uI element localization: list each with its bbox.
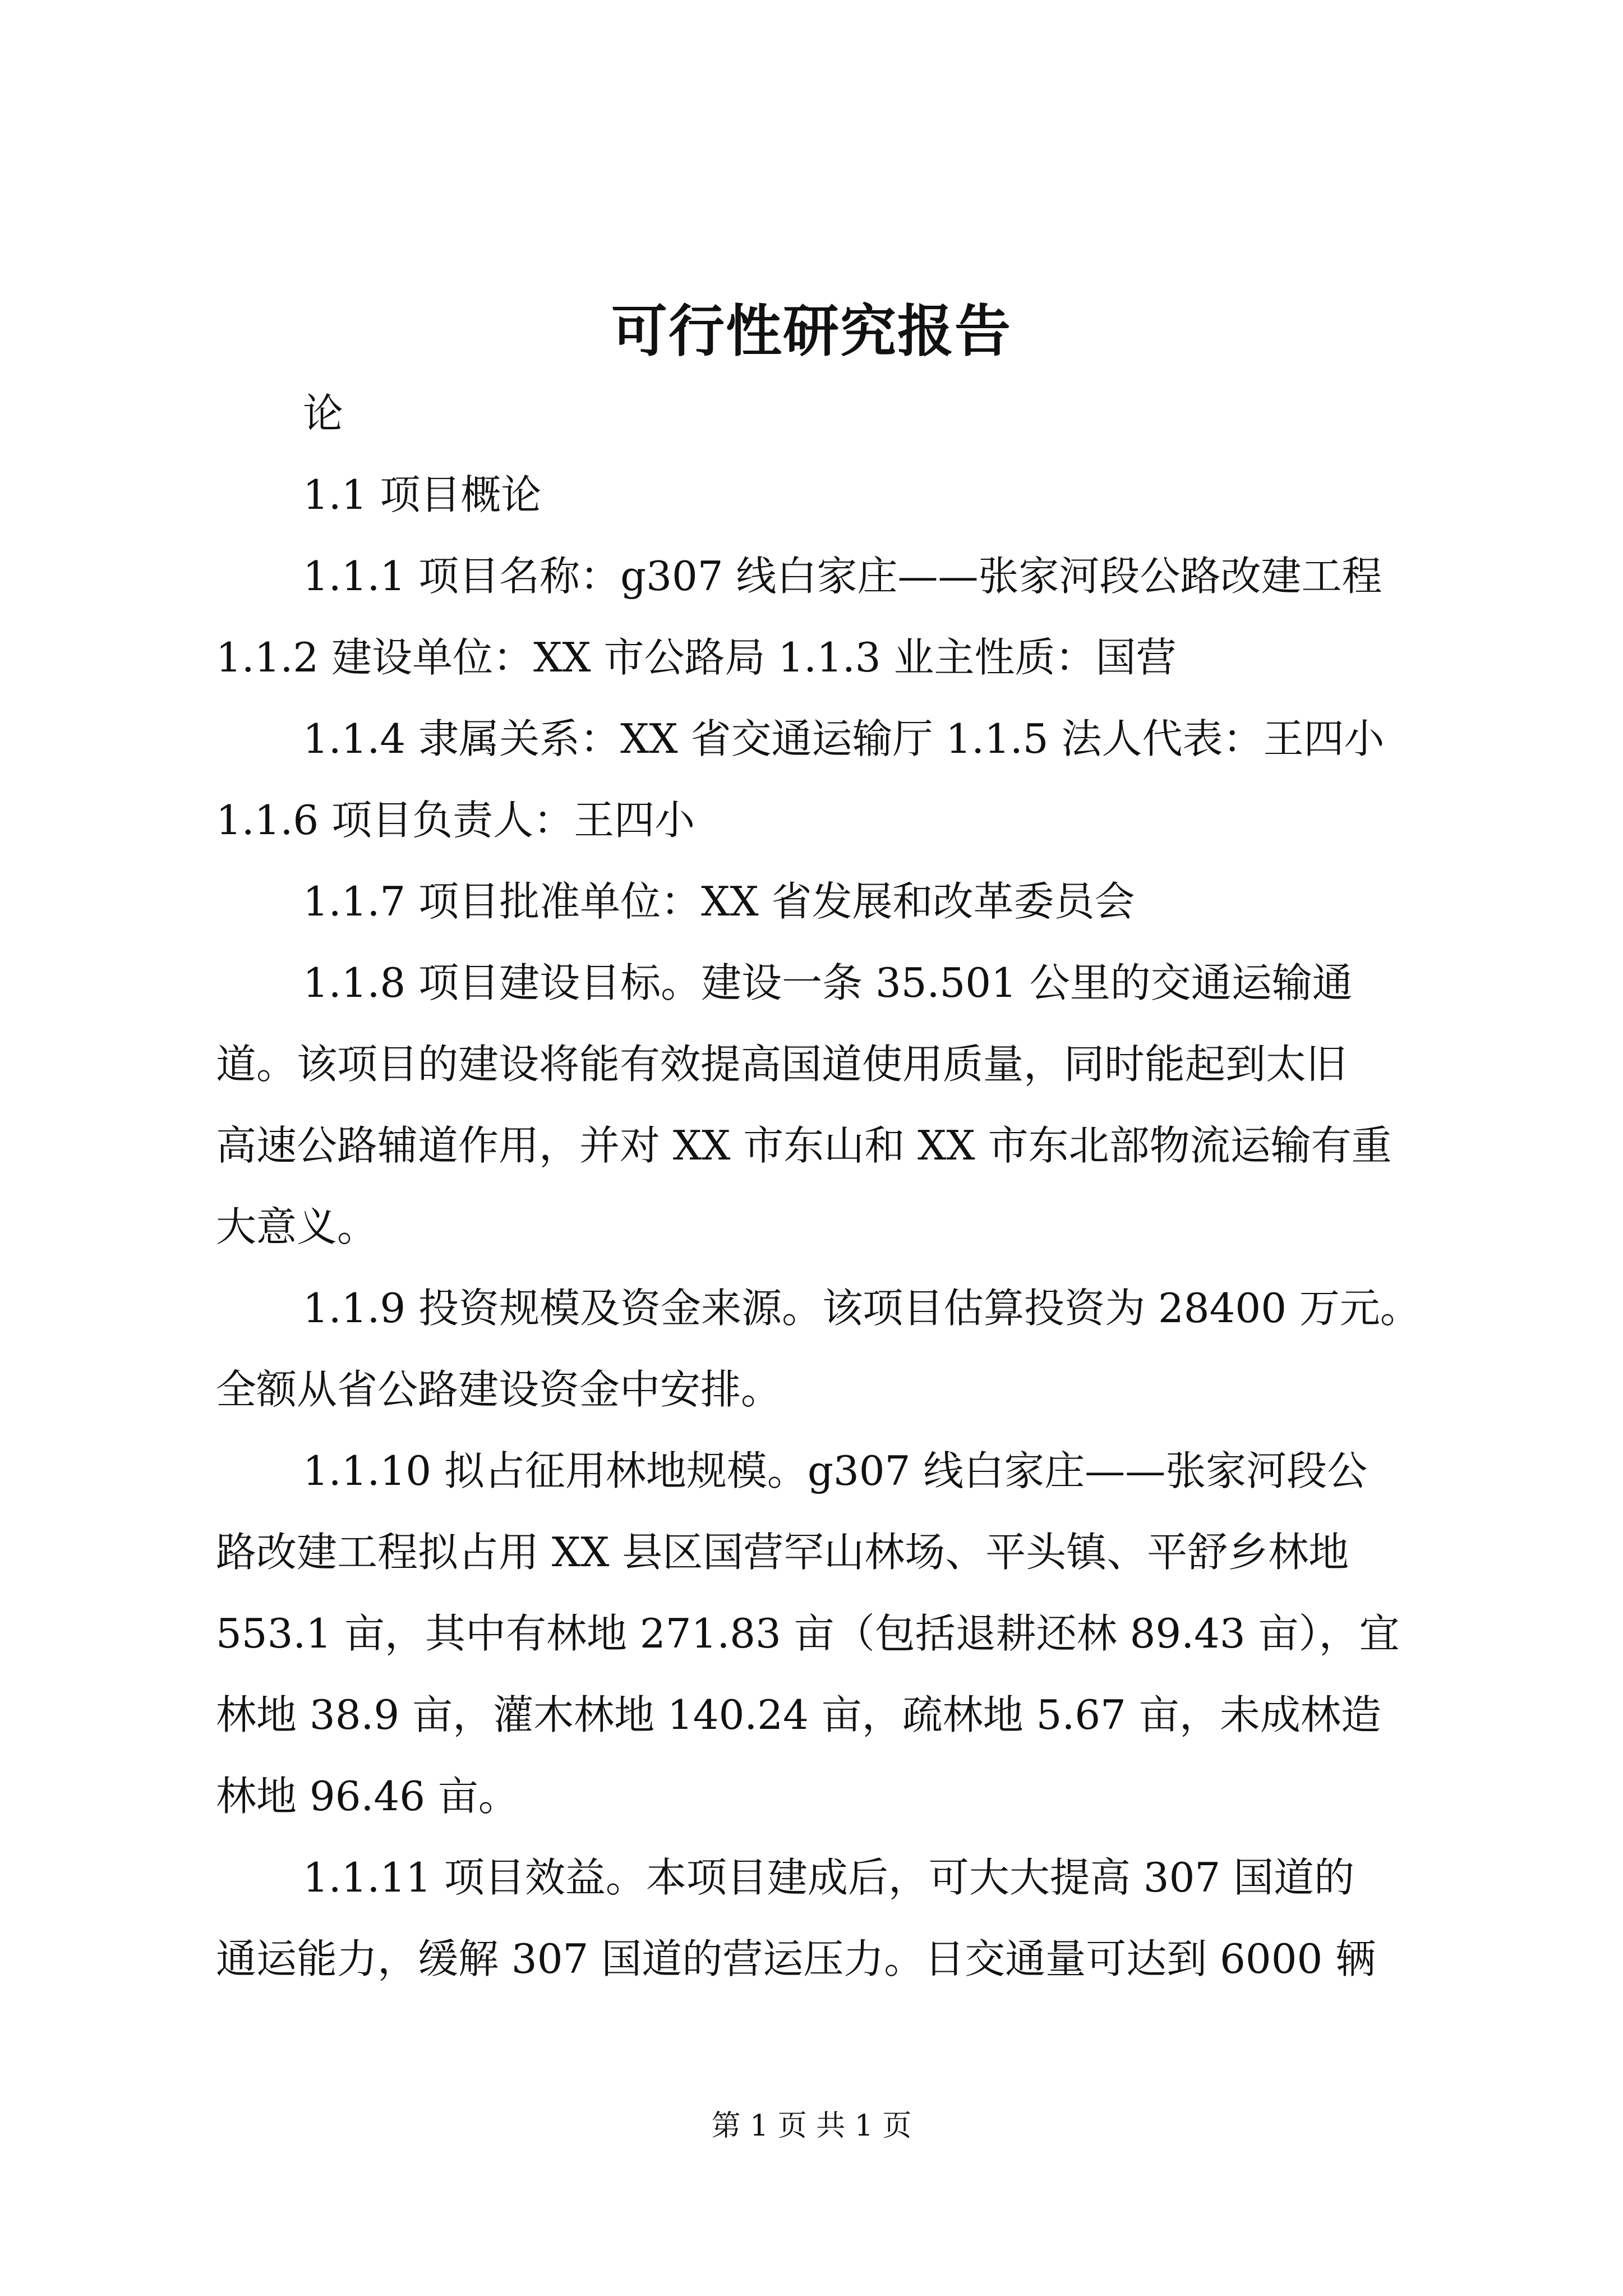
body-line: 1.1.4 隶属关系：XX 省交通运输厅 1.1.5 法人代表：王四小 <box>303 715 1385 762</box>
body-line: 全额从省公路建设资金中安排。 <box>216 1366 782 1413</box>
body-line: 林地 96.46 亩。 <box>216 1773 519 1820</box>
body-line: 道。该项目的建设将能有效提高国道使用质量，同时能起到太旧 <box>216 1041 1347 1088</box>
body-line: 大意义。 <box>216 1203 378 1250</box>
body-line: 论 <box>303 390 344 437</box>
body-line: 1.1.7 项目批准单位：XX 省发展和改革委员会 <box>303 878 1135 925</box>
body-line: 1.1 项目概论 <box>303 471 542 518</box>
body-line: 路改建工程拟占用 XX 县区国营罕山林场、平头镇、平舒乡林地 <box>216 1529 1349 1576</box>
body-line: 林地 38.9 亩，灌木林地 140.24 亩，疏林地 5.67 亩，未成林造 <box>216 1691 1381 1738</box>
page-footer: 第 1 页 共 1 页 <box>711 2109 912 2143</box>
body-line: 1.1.10 拟占征用林地规模。g307 线白家庄——张家河段公 <box>303 1447 1368 1494</box>
body-line: 1.1.8 项目建设目标。建设一条 35.501 公里的交通运输通 <box>303 959 1353 1006</box>
body-line: 高速公路辅道作用，并对 XX 市东山和 XX 市东北部物流运输有重 <box>216 1122 1392 1169</box>
body-line: 1.1.1 项目名称：g307 线白家庄——张家河段公路改建工程 <box>303 553 1382 600</box>
body-line: 1.1.9 投资规模及资金来源。该项目估算投资为 28400 万元。 <box>303 1285 1421 1332</box>
body-line: 1.1.2 建设单位：XX 市公路局 1.1.3 业主性质：国营 <box>216 634 1177 681</box>
body-line: 通运能力，缓解 307 国道的营运压力。日交通量可达到 6000 辆 <box>216 1935 1376 1982</box>
body-line: 1.1.11 项目效益。本项目建成后，可大大提高 307 国道的 <box>303 1854 1355 1901</box>
document-body <box>216 373 1430 2000</box>
body-line: 1.1.6 项目负责人：王四小 <box>216 797 695 844</box>
body-line: 553.1 亩，其中有林地 271.83 亩（包括退耕还林 89.43 亩），宜 <box>216 1610 1400 1657</box>
document-title: 可行性研究报告 <box>611 298 1012 364</box>
